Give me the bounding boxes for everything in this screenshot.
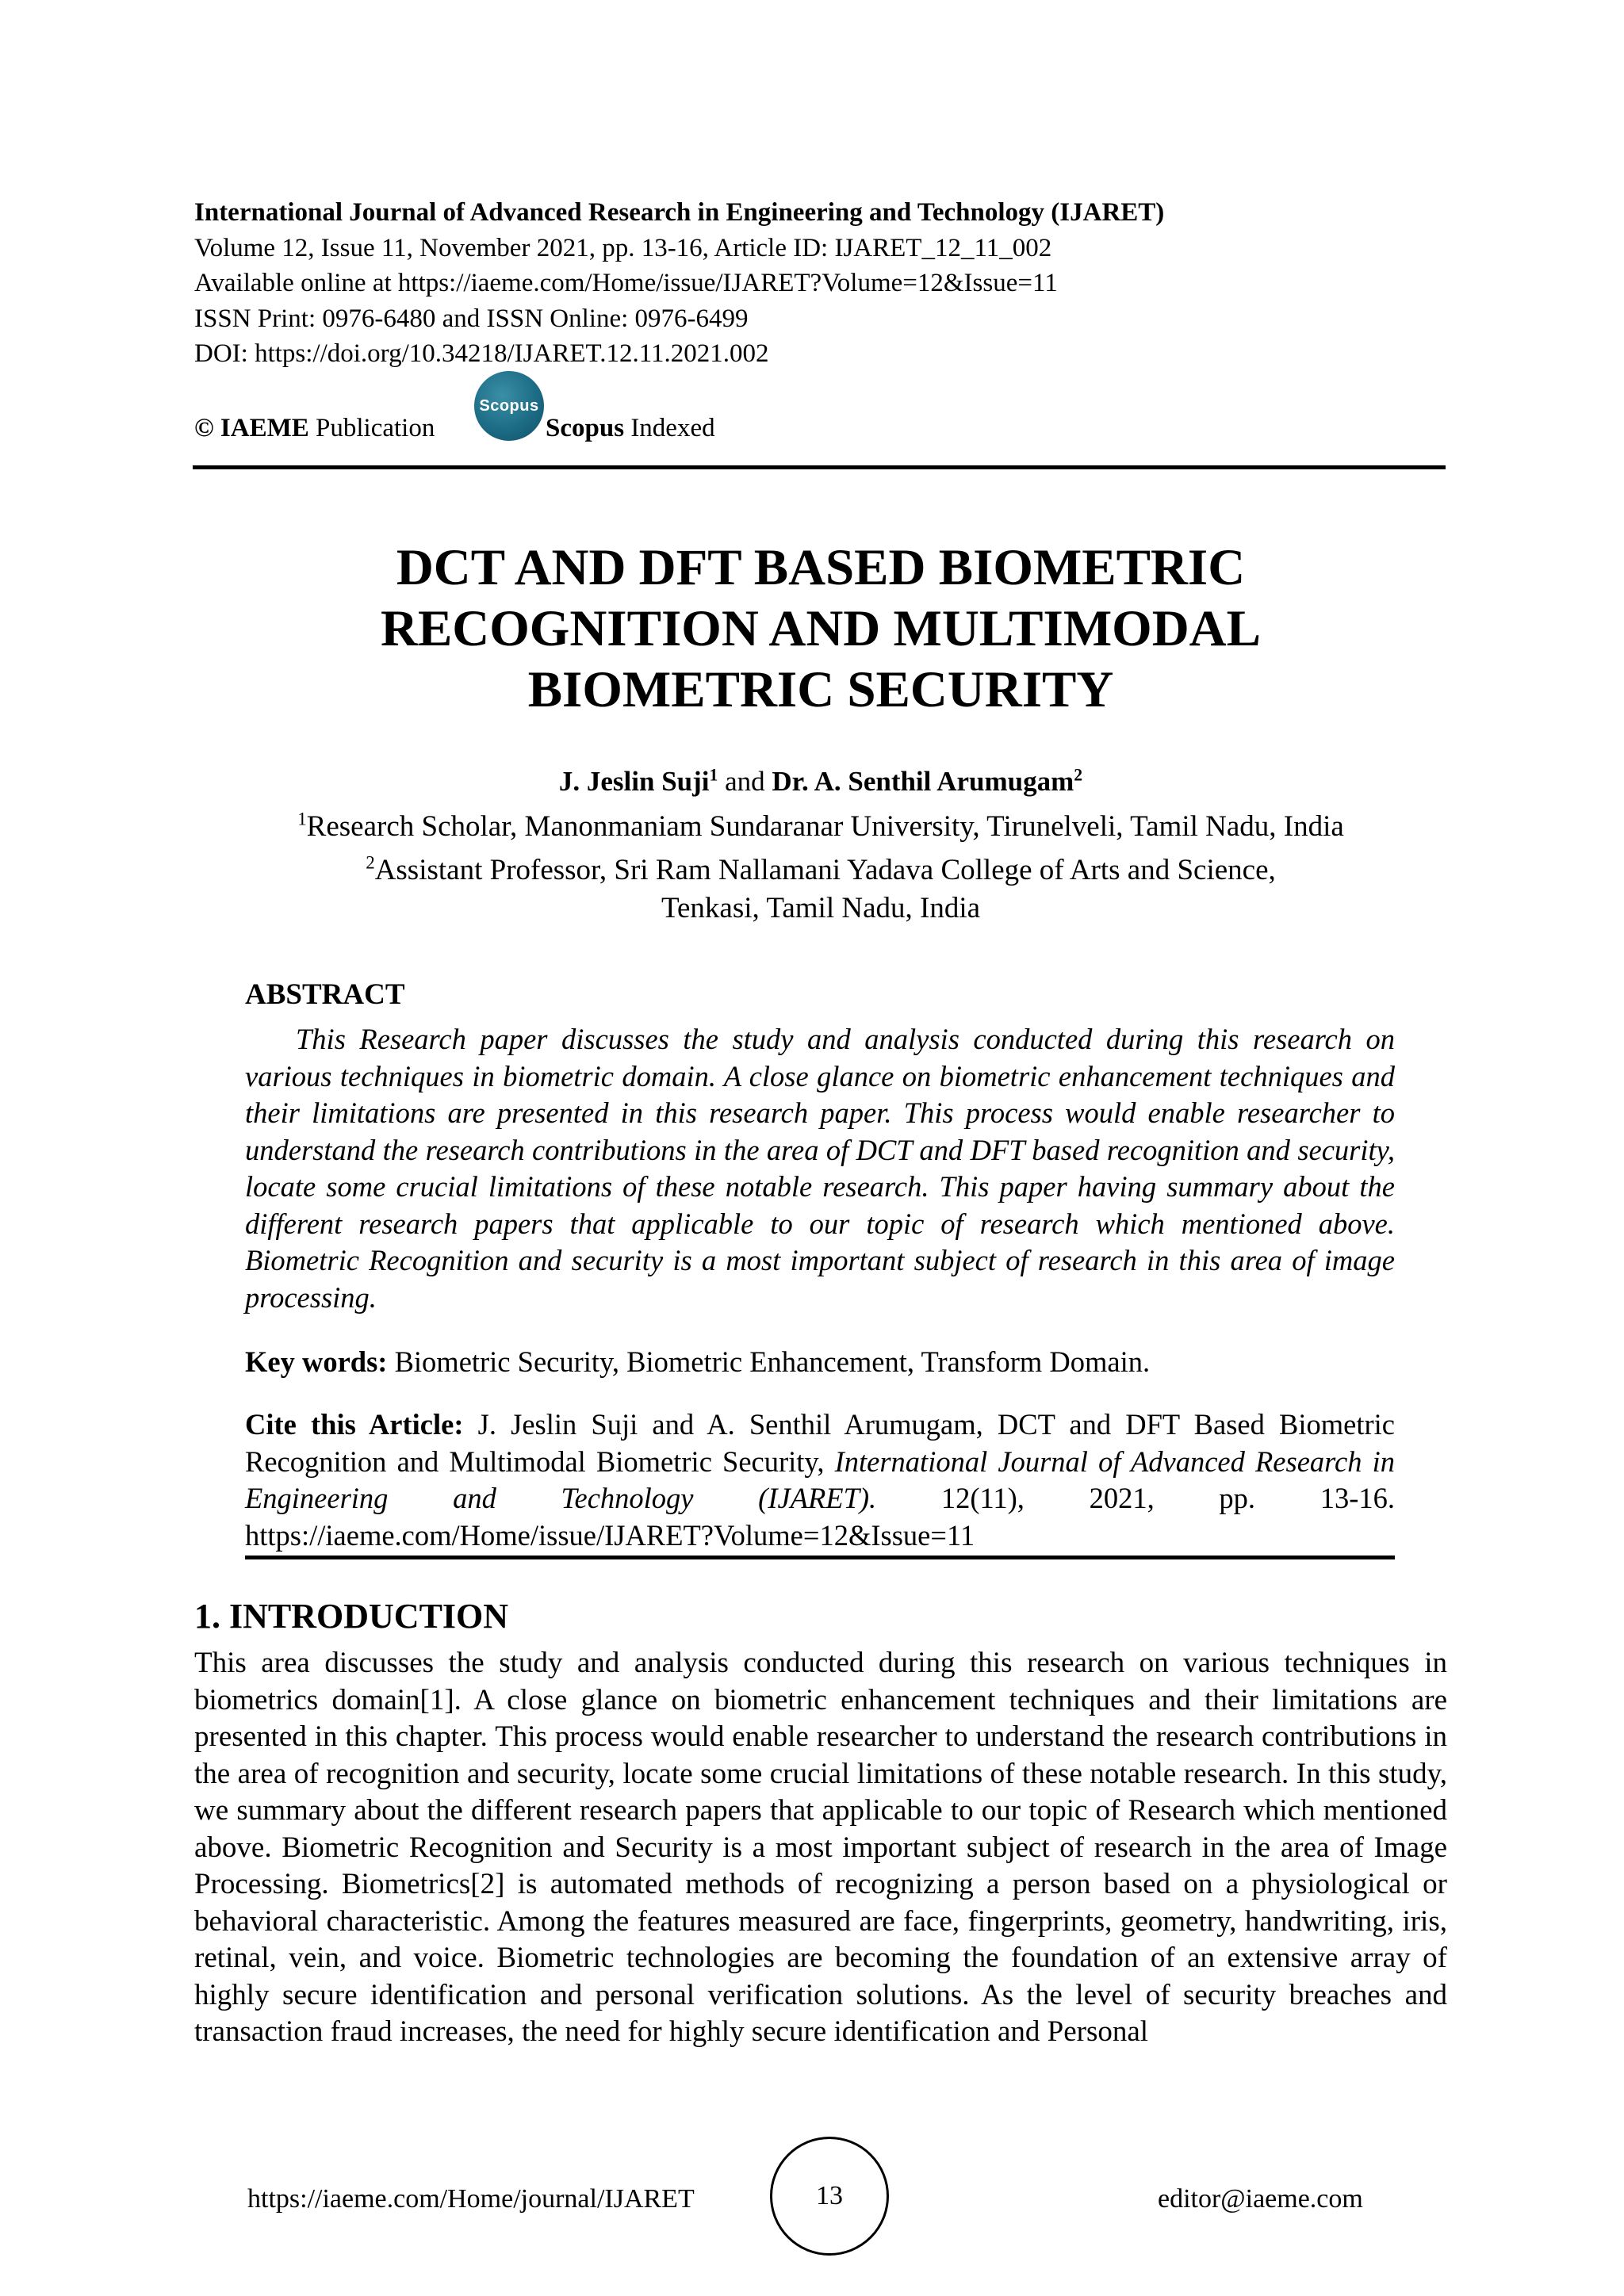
scopus-logo-text: Scopus <box>479 396 539 415</box>
publisher-suffix: Publication <box>316 414 435 442</box>
page-number-badge <box>770 2137 889 2256</box>
cite-authors: J. Jeslin Suji and A. Senthil Arumugam, DCT and DFT Based Biometric Recognition and Multimodal Biometric Security, <box>245 1408 1395 1478</box>
indexed-label: Indexed <box>630 414 715 442</box>
affiliation-2-sup: 2 <box>366 852 375 873</box>
affiliation-2-line-1: Assistant Professor, Sri Ram Nallamani Yadava College of Arts and Science, <box>374 854 1276 886</box>
title-line-3: BIOMETRIC SECURITY <box>527 661 1114 718</box>
author-line <box>194 763 1447 800</box>
copyright-symbol: © <box>194 414 214 442</box>
cite-label: Cite this Article: <box>245 1408 464 1441</box>
abstract-divider <box>245 1556 1395 1559</box>
scopus-logo-icon <box>474 371 544 441</box>
publication-row <box>194 411 715 446</box>
header-divider <box>193 465 1446 469</box>
keywords-text: Biometric Security, Biometric Enhancement, Transform Domain. <box>394 1345 1151 1378</box>
affiliation-2-line-2: Tenkasi, Tamil Nadu, India <box>661 892 981 924</box>
abstract-body: This Research paper discusses the study and analysis conducted during this research on various techniques in biometric domain. A close glance on biometric enhancement techniques and their limitations are presented in this research paper. This process would enable researcher to understand the research contributions in the area of DCT and DFT based recognition and security, locate some crucial limitations of these notable research. This paper having summary about the different research papers that applicable to our topic of research which mentioned above. Biometric Recognition and security is a most important subject of research in this area of image processing. <box>245 1023 1395 1314</box>
author-1-sup: 1 <box>709 765 718 785</box>
doi-line: DOI: https://doi.org/10.34218/IJARET.12.11.2021.002 <box>194 339 769 368</box>
cite-journal: International Journal of Advanced Research in Engineering and Technology (IJARET). <box>245 1445 1396 1514</box>
author-1: J. Jeslin Suji$^1$ <box>558 765 718 797</box>
cite-url[interactable]: https://iaeme.com/Home/issue/IJARET?Volume=12&Issue=11 <box>245 1518 975 1552</box>
affiliation-1-sup: 1 <box>297 809 307 829</box>
footer-url[interactable]: https://iaeme.com/Home/journal/IJARET <box>247 2184 695 2214</box>
affiliation-1-text: Research Scholar, Manonmaniam Sundaranar University, Tirunelveli, Tamil Nadu, India <box>306 810 1344 843</box>
publisher-name: IAEME <box>220 414 309 442</box>
citation <box>245 1406 1395 1554</box>
title-line-2: RECOGNITION AND MULTIMODAL <box>381 600 1261 657</box>
cite-details: 12(11), 2021, pp. 13-16. <box>940 1482 1395 1514</box>
scopus-indexed <box>546 411 715 446</box>
affiliation-2 <box>194 851 1447 928</box>
introduction-body: This area discusses the study and analysis conducted during this research on various techniques in biometrics domain[1]. A close glance on biometric enhancement techniques and their limitations are presented in this chapter. This process would enable researcher to understand the research contributions in the area of recognition and security, locate some crucial limitations of these notable research. In this study, we summary about the different research papers that applicable to our topic of Research which mentioned above. Biometric Recognition and Security is a most important subject of research in the area of Image Processing. Biometrics[2] is automated methods of recognizing a person based on a physiological or behavioral characteristic. Among the features measured are face, fingerprints, geometry, handwriting, iris, retinal, vein, and voice. Biometric technologies are becoming the foundation of an extensive array of highly secure identification and personal verification solutions. As the level of security breaches and transaction fraud increases, the need for highly secure identification and Personal <box>194 1647 1447 2048</box>
scopus-label: Scopus <box>546 414 625 442</box>
keywords <box>245 1344 1395 1380</box>
paper-title <box>194 538 1447 721</box>
journal-header <box>194 195 1463 372</box>
journal-title: International Journal of Advanced Research in Engineering and Technology (IJARET) <box>194 198 1165 227</box>
affiliation-1 <box>194 808 1447 846</box>
volume-line: Volume 12, Issue 11, November 2021, pp. 13-16, Article ID: IJARET_12_11_002 <box>194 233 1052 262</box>
author-2: Dr. A. Senthil Arumugam$^2$ <box>772 765 1083 797</box>
issn-line: ISSN Print: 0976-6480 and ISSN Online: 0976-6499 <box>194 304 749 333</box>
page-number: 13 <box>816 2181 843 2210</box>
title-line-1: DCT AND DFT BASED BIOMETRIC <box>396 539 1246 596</box>
available-online-line: Available online at https://iaeme.com/Home/issue/IJARET?Volume=12&Issue=11 <box>194 269 1058 297</box>
author-2-sup: 2 <box>1074 765 1083 785</box>
abstract-heading: ABSTRACT <box>245 978 405 1011</box>
footer-email[interactable]: editor@iaeme.com <box>1158 2184 1363 2214</box>
keywords-label: Key words: <box>245 1345 388 1378</box>
author-conjunction: and <box>725 766 765 797</box>
introduction-heading: 1. INTRODUCTION <box>194 1597 509 1636</box>
